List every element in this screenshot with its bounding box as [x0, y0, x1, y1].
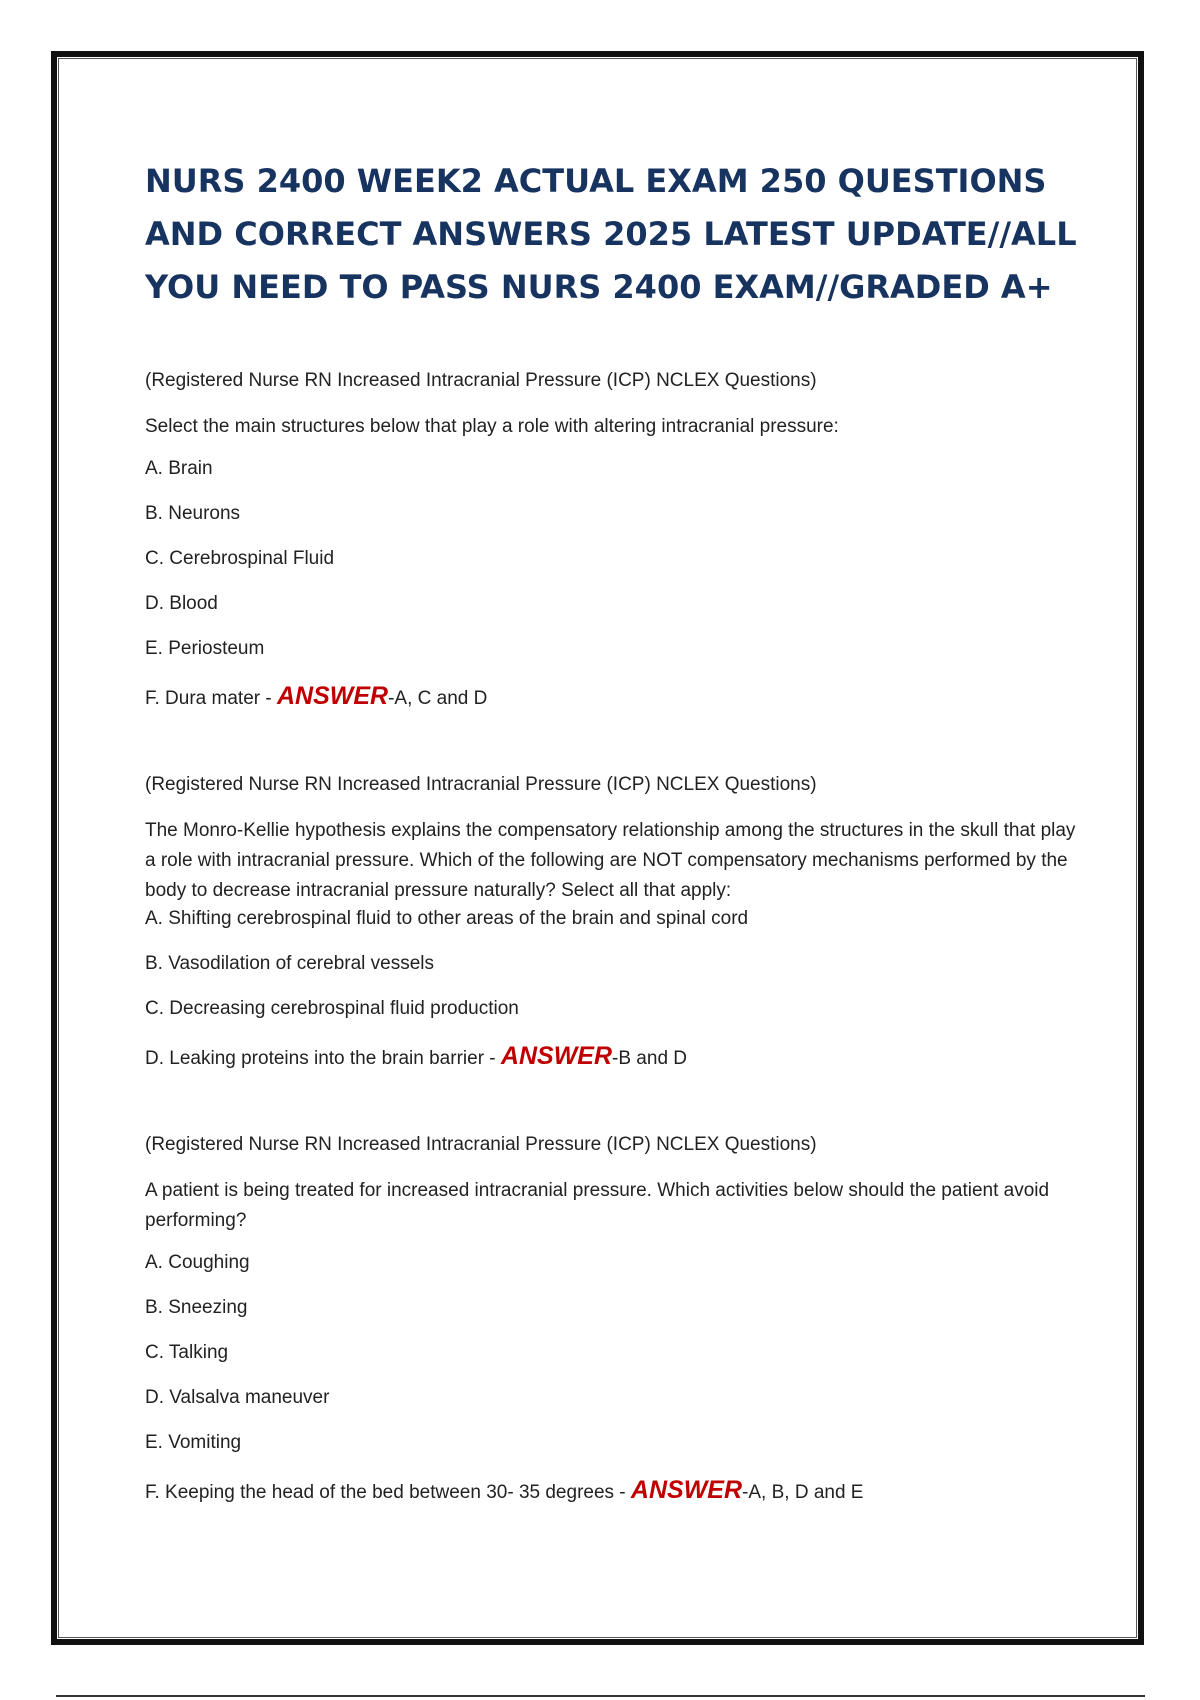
page-bottom-rule — [56, 1695, 1145, 1697]
answer-option: A. Shifting cerebrospinal fluid to other areas of the brain and spinal cord — [145, 908, 749, 929]
question-stem: Select the main structures below that play a role with altering intracranial pressure: — [145, 416, 839, 437]
question-category: (Registered Nurse RN Increased Intracranial Pressure (ICP) NCLEX Questions) — [145, 370, 817, 391]
answer-value: -A, C and D — [388, 688, 488, 709]
question-category: (Registered Nurse RN Increased Intracranial Pressure (ICP) NCLEX Questions) — [145, 774, 817, 795]
question-1 — [145, 368, 1085, 714]
final-option-with-answer — [145, 681, 1085, 714]
answer-option: C. Cerebrospinal Fluid — [145, 548, 335, 569]
answer-option: D. Blood — [145, 593, 218, 614]
question-stem: The Monro-Kellie hypothesis explains the compensatory relationship among the structures in the skull that play a role with intracranial pressure. Which of the following are NOT compensatory mechanisms performed by the body to decrease intracranial pressure naturally? Select all that apply: — [145, 820, 1076, 901]
question-stem: A patient is being treated for increased intracranial pressure. Which activities below should the patient avoid performing? — [145, 1180, 1050, 1231]
answer-option: C. Decreasing cerebrospinal fluid production — [145, 998, 519, 1019]
document-content — [145, 155, 1085, 1542]
final-option: F. Keeping the head of the bed between 30- 35 degrees - — [145, 1482, 626, 1503]
answer-option: A. Coughing — [145, 1252, 250, 1273]
document-title: NURS 2400 WEEK2 ACTUAL EXAM 250 QUESTIONS AND CORRECT ANSWERS 2025 LATEST UPDATE//ALL YOU NEED TO PASS NURS 2400 EXAM//GRADED A+ — [145, 162, 1077, 306]
question-2 — [145, 772, 1085, 1074]
final-option: D. Leaking proteins into the brain barrier - — [145, 1048, 496, 1069]
answer-option: D. Valsalva maneuver — [145, 1387, 330, 1408]
question-category: (Registered Nurse RN Increased Intracranial Pressure (ICP) NCLEX Questions) — [145, 1134, 817, 1155]
answer-label: ANSWER — [630, 1476, 743, 1504]
final-option-with-answer — [145, 1041, 1085, 1074]
final-option-with-answer — [145, 1475, 1085, 1508]
answer-option: B. Vasodilation of cerebral vessels — [145, 953, 435, 974]
answer-option: A. Brain — [145, 458, 213, 479]
answer-option: B. Neurons — [145, 503, 241, 524]
page-frame — [51, 51, 1144, 1645]
answer-option: E. Vomiting — [145, 1432, 242, 1453]
answer-option: C. Talking — [145, 1342, 229, 1363]
answer-value: -A, B, D and E — [742, 1482, 864, 1503]
answer-label: ANSWER — [276, 682, 389, 710]
answer-label: ANSWER — [500, 1042, 613, 1070]
answer-value: -B and D — [612, 1048, 688, 1069]
answer-option: B. Sneezing — [145, 1297, 248, 1318]
answer-option: E. Periosteum — [145, 638, 265, 659]
final-option: F. Dura mater - — [145, 688, 272, 709]
question-3 — [145, 1132, 1085, 1508]
